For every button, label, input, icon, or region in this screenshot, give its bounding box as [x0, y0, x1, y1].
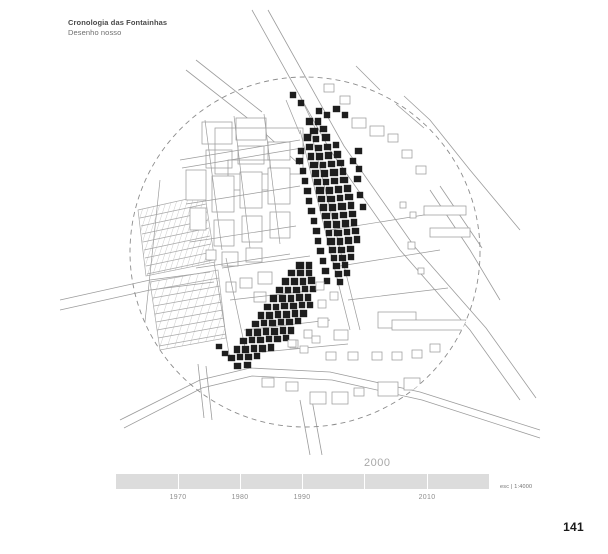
page-title: Cronologia das Fontainhas: [68, 18, 168, 27]
southeast-buildings: [262, 84, 470, 404]
timeline-label-1980: 1980: [231, 494, 249, 501]
timeline-label-2010: 2010: [418, 494, 436, 501]
hatched-fields: [138, 195, 226, 350]
timeline-tick: [178, 474, 179, 489]
timeline-label-1990: 1990: [293, 494, 311, 501]
timeline-tick: [427, 474, 428, 489]
page-subtitle: Desenho nosso: [68, 28, 122, 38]
timeline-label-1970: 1970: [169, 494, 187, 501]
timeline-highlight-label: 2000: [364, 457, 391, 469]
timeline-tick: [302, 474, 303, 489]
timeline[interactable]: [116, 457, 489, 501]
timeline-tick: [364, 474, 365, 489]
page-number: 141: [563, 520, 584, 534]
timeline-tick: [240, 474, 241, 489]
scale-note: esc | 1:4000: [500, 484, 533, 490]
